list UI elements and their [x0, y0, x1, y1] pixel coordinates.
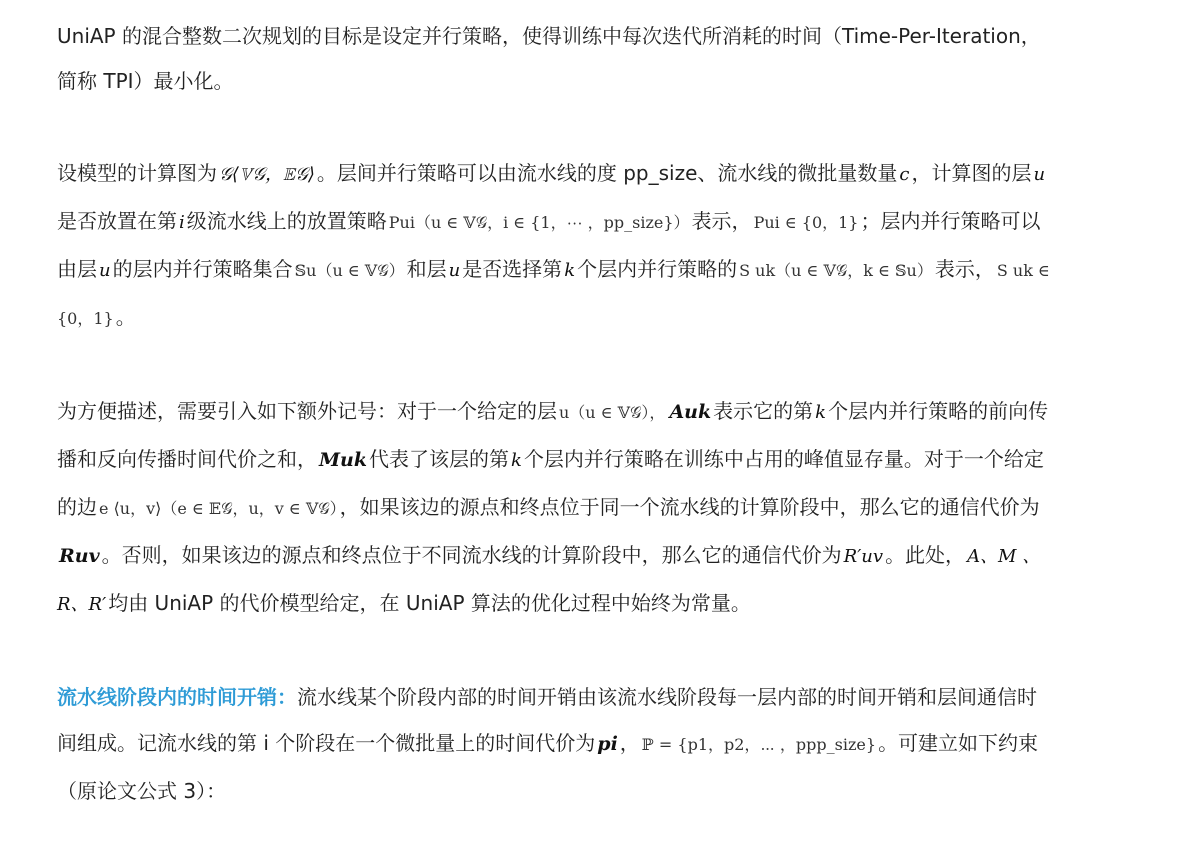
- math-u: u: [99, 260, 111, 281]
- text-span: 是否放置在第: [57, 209, 177, 233]
- math-c: c: [899, 164, 910, 185]
- text-span: 表示它的第: [713, 399, 814, 423]
- intro-paragraph: UniAP 的混合整数二次规划的目标是设定并行策略，使得训练中每次迭代所消耗的时间（Time-Per-Iteration，简称 TPI）最小化。: [57, 24, 1041, 93]
- stage-time-paragraph: [57, 674, 1052, 814]
- math-R-prime: R′uv: [843, 546, 884, 567]
- text-span: ，: [619, 731, 640, 755]
- text-span: 。层间并行策略可以由流水线的度 pp_size、流水线的微批量数量: [316, 161, 898, 185]
- math-strategy-set: 𝕊u（u ∈ 𝕍𝒢）: [294, 261, 405, 280]
- text-span: 。: [115, 305, 136, 329]
- text-span: ；层内并行策略可以由层: [57, 209, 1041, 281]
- math-strategy-domain: S uk ∈ {0，1}: [57, 261, 1050, 328]
- math-k: k: [511, 450, 522, 471]
- cost-notation-paragraph: [57, 388, 1052, 628]
- math-placement: Pui（u ∈ 𝕍𝒢，i ∈ {1，⋯ ，pp_size}）: [388, 213, 690, 232]
- math-k: k: [815, 402, 827, 423]
- text-span: 。否则，如果该边的源点和终点位于不同流水线的计算阶段中，那么它的通信代价为: [101, 543, 842, 567]
- text-span: 设模型的计算图为: [57, 161, 217, 185]
- text-span: 级流水线上的放置策略: [186, 209, 387, 233]
- text-span: ，计算图的层: [911, 161, 1032, 185]
- text-span: 表示，: [934, 257, 995, 281]
- math-k: k: [564, 260, 576, 281]
- math-R: Ruv: [59, 545, 100, 567]
- text-span: 代表了该层的第: [369, 447, 510, 471]
- notation-paragraph: [57, 150, 1052, 342]
- math-layer-u: u（u ∈ 𝕍𝒢），: [559, 403, 666, 422]
- math-placement-domain: Pui ∈ {0，1}: [753, 213, 859, 232]
- math-A: Auk: [669, 401, 712, 423]
- text-span: 是否选择第: [462, 257, 563, 281]
- text-span: 为方便描述，需要引入如下额外记号：对于一个给定的层: [57, 399, 557, 423]
- math-constants: A、M 、R、R′: [57, 546, 1041, 615]
- math-u: u: [448, 260, 461, 281]
- text-span: 的层内并行策略集合: [112, 257, 293, 281]
- math-edge: e ⟨u，v⟩（e ∈ 𝔼𝒢，u，v ∈ 𝕍𝒢）: [99, 499, 338, 518]
- text-span: ，如果该边的源点和终点位于同一个流水线的计算阶段中，那么它的通信代价为: [339, 495, 1040, 519]
- math-M: Muk: [319, 449, 368, 471]
- math-strategy-choice: S uk（u ∈ 𝕍𝒢，k ∈ 𝕊u）: [739, 261, 933, 280]
- math-u: u: [1033, 164, 1046, 185]
- math-graph: 𝒢⟨𝕍𝒢，𝔼𝒢⟩: [219, 164, 315, 185]
- text-span: 和层: [406, 257, 447, 281]
- text-span: 。可建立如下约束（原论文公式 3）：: [57, 731, 1039, 803]
- text-span: 个层内并行策略的: [577, 257, 738, 281]
- math-i: i: [179, 212, 185, 233]
- article-body: [57, 14, 1052, 814]
- text-span: 流水线某个阶段内部的时间开销由该流水线阶段每一层内部的时间开销和层间通信时间组成。记流水线的第 i 个阶段在一个微批量上的时间代价为: [57, 685, 1037, 755]
- text-span: 个层内并行策略的前向传播和反向传播时间代价之和，: [57, 399, 1049, 471]
- text-span: 均由 UniAP 的代价模型给定，在 UniAP 算法的优化过程中始终为常量。: [108, 591, 751, 615]
- text-span: 表示，: [691, 209, 752, 233]
- math-p-i: pi: [597, 733, 618, 755]
- section-heading: 流水线阶段内的时间开销：: [57, 685, 297, 709]
- text-span: 。此处，: [885, 543, 966, 567]
- text-span: 个层内并行策略在训练中占用的峰值显存量。对于一个给定的边: [57, 447, 1044, 519]
- math-P-set: ℙ = {p1，p2，⋯ ，ppp_size}: [641, 735, 877, 754]
